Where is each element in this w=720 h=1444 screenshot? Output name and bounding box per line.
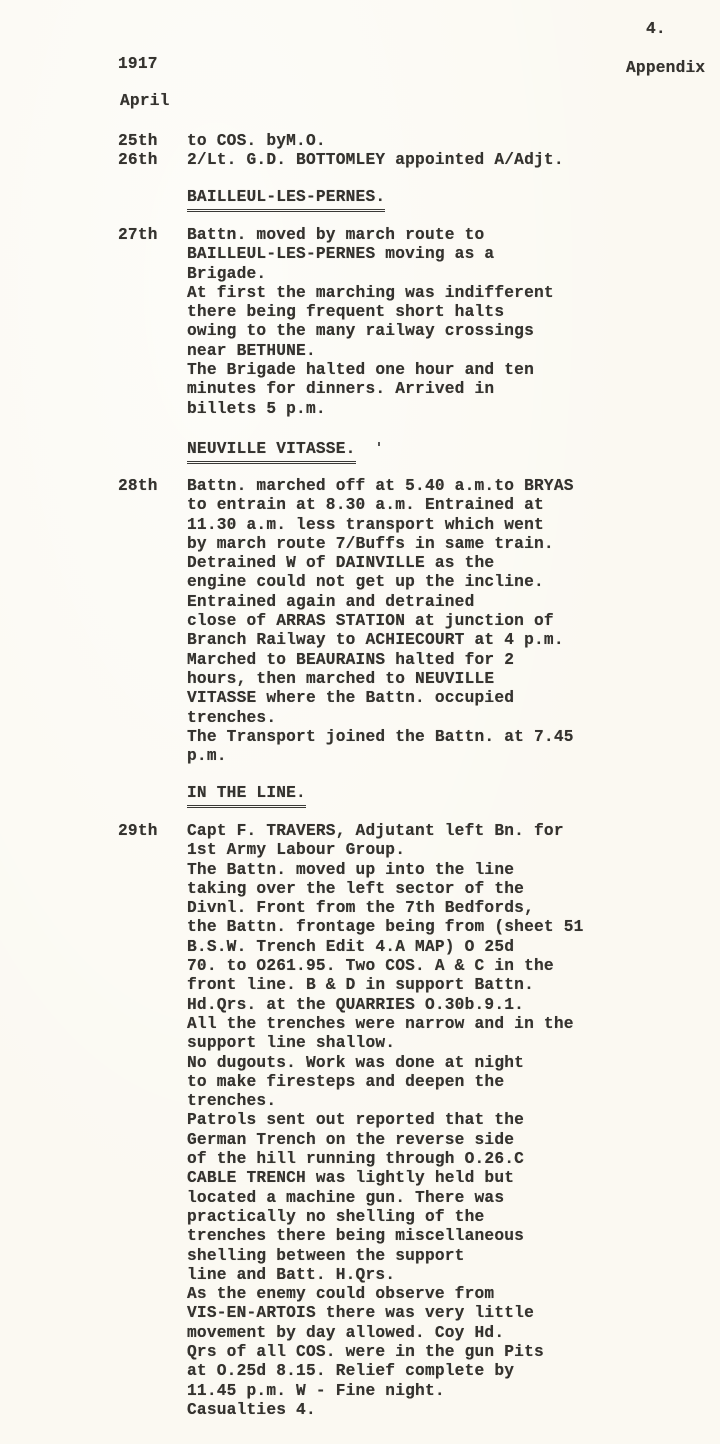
entry-line: to make firesteps and deepen the [187,1072,505,1091]
entry-line: BAILLEUL-LES-PERNES moving as a [187,245,495,264]
entry-line: support line shallow. [187,1034,396,1053]
month-label: April [120,92,170,110]
section-heading-in-the-line [187,784,306,808]
entry-line: front line. B & D in support Battn. [187,976,534,995]
entry-line: Battn. marched off at 5.40 a.m.to BRYAS [187,477,574,495]
entry-line: minutes for dinners. Arrived in [187,380,495,399]
entry-text: 2/Lt. G.D. BOTTOMLEY appointed A/Adjt. [187,151,564,169]
entry-line: at O.25d 8.15. Relief complete by [187,1362,515,1381]
entry-date: 28th [118,477,158,495]
entry-line: Capt F. TRAVERS, Adjutant left Bn. for [187,822,564,840]
entry-line: trenches. [187,708,277,727]
entry-line: of the hill running through O.26.C [187,1150,525,1169]
entry-line: owing to the many railway crossings [187,322,534,341]
entry-line: shelling between the support [187,1246,465,1265]
entry-line: All the trenches were narrow and in the [187,1014,574,1033]
entry-line: CABLE TRENCH was lightly held but [187,1169,515,1188]
heading-label: NEUVILLE VITASSE. [187,440,356,464]
appendix-label: Appendix [626,59,706,77]
page-number: 4. [646,20,666,38]
ink-mark [378,442,380,446]
entry-line: movement by day allowed. Coy Hd. [187,1323,505,1342]
entry-line: the Battn. frontage being from (sheet 51 [187,918,584,937]
entry-line: engine could not get up the incline. [187,573,544,592]
entry-line: Patrols sent out reported that the [187,1111,525,1130]
heading-label: BAILLEUL-LES-PERNES. [187,188,385,212]
entry-line: Divnl. Front from the 7th Bedfords, [187,899,534,918]
entry-line: located a machine gun. There was [187,1188,505,1207]
entry-line: 11.45 p.m. W - Fine night. [187,1381,445,1400]
entry-line: trenches. [187,1092,277,1111]
year-label: 1917 [118,55,158,73]
entry-line: VIS-EN-ARTOIS there was very little [187,1304,534,1323]
entry-line: 1st Army Labour Group. [187,841,406,860]
entry-line: As the enemy could observe from [187,1285,495,1304]
section-heading-bailleul [187,188,385,212]
entry-line: Battn. moved by march route to [187,226,485,244]
entry-line: Branch Railway to ACHIECOURT at 4 p.m. [187,631,564,650]
entry-line: trenches there being miscellaneous [187,1227,525,1246]
entry-date: 26th [118,151,158,169]
entry-line: Brigade. [187,264,267,283]
entry-line: p.m. [187,747,227,766]
entry-line: Casualties 4. [187,1400,316,1419]
entry-line: The Brigade halted one hour and ten [187,361,534,380]
entry-line: Entrained again and detrained [187,592,475,611]
entry-line: B.S.W. Trench Edit 4.A MAP) O 25d [187,937,515,956]
entry-line: line and Batt. H.Qrs. [187,1265,396,1284]
entry-line: Detrained W of DAINVILLE as the [187,554,495,573]
entry-line: At first the marching was indifferent [187,283,554,302]
entry-line: The Transport joined the Battn. at 7.45 [187,727,574,746]
entry-line: taking over the left sector of the [187,879,525,898]
section-heading-neuville-vitasse [187,440,356,464]
entry-line: 11.30 a.m. less transport which went [187,515,544,534]
entry-line: The Battn. moved up into the line [187,860,515,879]
entry-body [187,226,554,419]
entry-body [187,477,574,766]
entry-line: Marched to BEAURAINS halted for 2 [187,650,515,669]
entry-date: 29th [118,822,158,840]
entry-line: there being frequent short halts [187,303,505,322]
entry-line: close of ARRAS STATION at junction of [187,612,554,631]
entry-line: billets 5 p.m. [187,399,326,418]
entry-date: 25th [118,132,158,150]
entry-line: hours, then marched to NEUVILLE [187,669,495,688]
entry-line: German Trench on the reverse side [187,1130,515,1149]
entry-line: VITASSE where the Battn. occupied [187,689,515,708]
entry-line: to entrain at 8.30 a.m. Entrained at [187,496,544,515]
entry-line: Qrs of all COS. were in the gun Pits [187,1343,544,1362]
entry-line: by march route 7/Buffs in same train. [187,534,554,553]
entry-line: practically no shelling of the [187,1207,485,1226]
entry-line: 70. to O261.95. Two COS. A & C in the [187,957,554,976]
entry-line: near BETHUNE. [187,341,316,360]
entry-line: Hd.Qrs. at the QUARRIES O.30b.9.1. [187,995,525,1014]
entry-text: to COS. byM.O. [187,132,326,150]
entry-body [187,822,584,1420]
entry-line: No dugouts. Work was done at night [187,1053,525,1072]
heading-label: IN THE LINE. [187,784,306,808]
entry-date: 27th [118,226,158,244]
